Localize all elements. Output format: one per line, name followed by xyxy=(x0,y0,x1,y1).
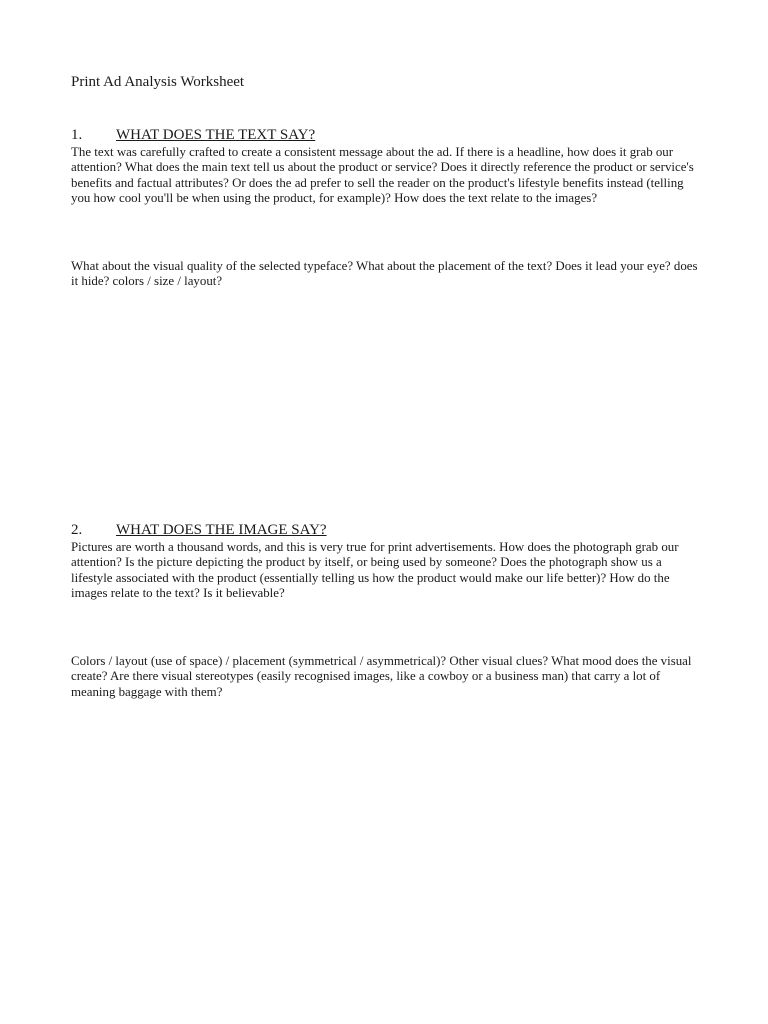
section-paragraph: Pictures are worth a thousand words, and this is very true for print advertisements. How does the photograph grab our attention? Is the picture depicting the product by itself, or being used by someone? Does the photograph show us a lifestyle associated with the product (essentially telling us how the product would make our life better)? How do the images relate to the text? Is it believable? xyxy=(71,540,679,601)
section-heading-image xyxy=(71,521,327,539)
section-title: WHAT DOES THE IMAGE SAY? xyxy=(116,522,327,538)
section-paragraph: The text was carefully crafted to create a consistent message about the ad. If there is a headline, how does it grab our attention? What does the main text tell us about the product or service? Does it directly reference the product or service's benefits and factual attributes? Or does the ad prefer to sell the reader on the product's lifestyle benefits instead (telling you how cool you'll be when using the product, for example)? How does the text relate to the images? xyxy=(71,145,694,206)
page-title: Print Ad Analysis Worksheet xyxy=(71,74,245,90)
section-paragraph: Colors / layout (use of space) / placement (symmetrical / asymmetrical)? Other visual clues? What mood does the visual create? Are there visual stereotypes (easily recognised images, like a cowboy or a business man) that carry a lot of meaning baggage with them? xyxy=(71,654,692,699)
section-paragraph: What about the visual quality of the selected typeface? What about the placement of the text? Does it lead your eye? does it hide? colors / size / layout? xyxy=(71,259,698,289)
section-heading-text xyxy=(71,126,315,144)
section-title: WHAT DOES THE TEXT SAY? xyxy=(116,127,316,143)
section-number: 2. xyxy=(71,522,83,538)
section-number: 1. xyxy=(71,127,83,143)
